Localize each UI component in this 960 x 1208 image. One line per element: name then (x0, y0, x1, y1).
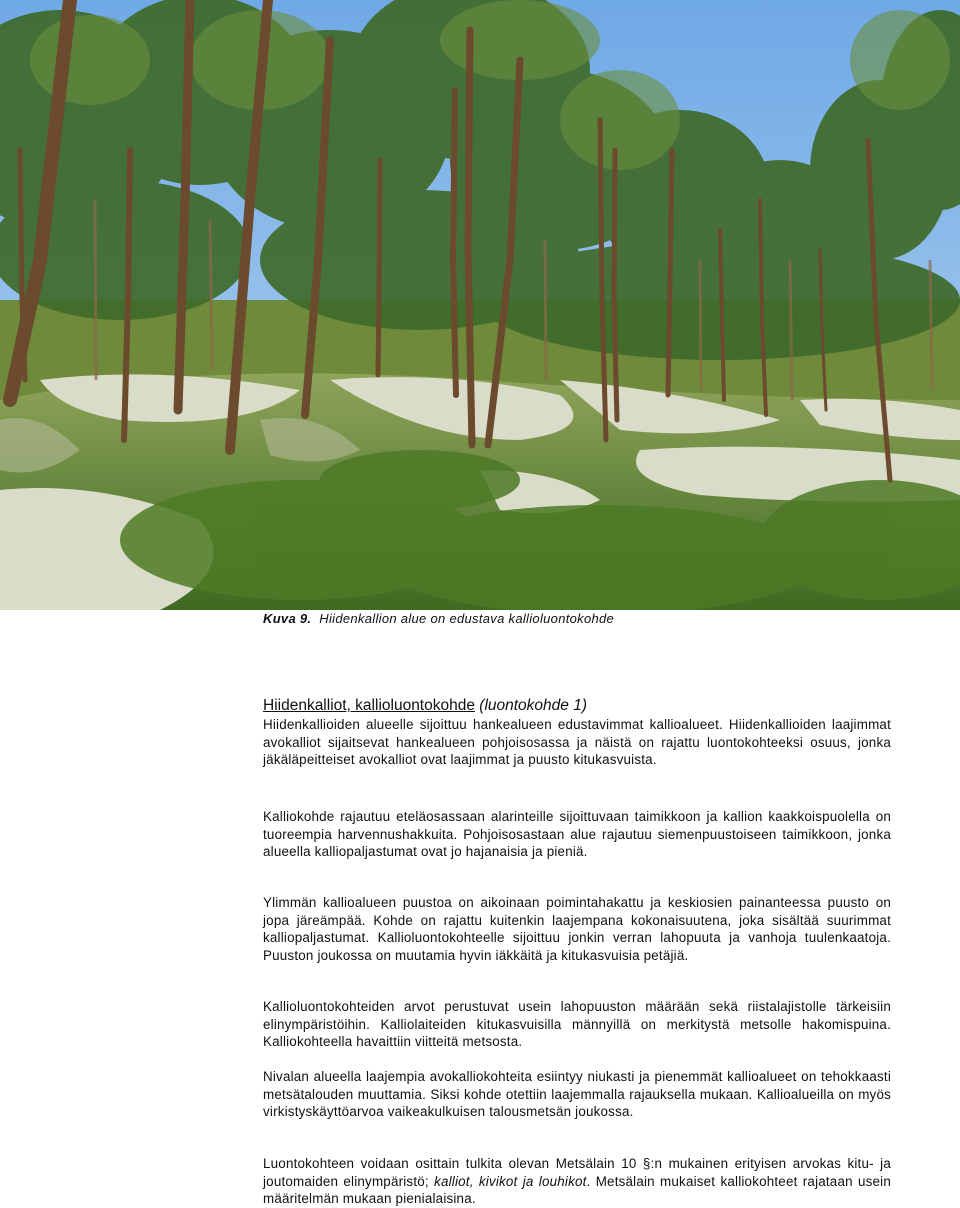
section-title: Hiidenkalliot, kallioluontokohde (263, 697, 475, 714)
paragraph-3-block (263, 894, 891, 964)
paragraph-5-block (263, 1068, 891, 1121)
figure-label: Kuva 9. (263, 611, 312, 626)
section-heading (263, 697, 587, 715)
paragraph: Nivalan alueella laajempia avokalliokohteita esiintyy niukasti ja pienemmät kallioalueet on tehokkaasti metsätalouden muuttamia. Siksi kohde otettiin laajemmalla rajauksella mukaan. Kallioalueilla on myös virkistyskäyttöarvoa vaikeakulkuisen talousmetsän joukossa. (263, 1069, 891, 1120)
figure-caption (263, 611, 883, 626)
paragraph-last-italic: kalliot, kivikot ja louhikot (434, 1173, 587, 1189)
paragraph-last-lead: Luontokohteen voidaan osittain tulkita olevan Metsälain 10 §:n mukainen erityisen arvokas kitu- ja joutomaiden elinympäristö; (263, 1156, 891, 1189)
paragraph-last-tail: . Metsälain mukaiset kalliokohteet rajataan usein määritelmän mukaan pienialaisina. (263, 1173, 892, 1207)
paragraph-4-block (263, 998, 891, 1051)
paragraph-6-block (263, 1155, 891, 1208)
paragraph: Kallioluontokohteiden arvot perustuvat usein lahopuuston määrään sekä riistalajistolle tärkeisiin elinympäristöihin. Kalliolaiteiden kitukasvuisilla männyillä on merkitystä metsolle hakomispuina. Kalliokohteella havaittiin viitteitä metsosta. (263, 999, 891, 1050)
paragraph-2-block (263, 808, 891, 861)
section-subtitle: (luontokohde 1) (479, 697, 587, 714)
paragraph: Kalliokohde rajautuu eteläosassaan alarinteille sijoittuvaan taimikkoon ja kallion kaakkoispuolella on tuoreempia harvennushakkuita. Pohjoisosastaan alue rajautuu siemenpuustoiseen taimikkoon, jonka alueella kalliopaljastumat ovat jo hajanaisia ja pieniä. (263, 809, 891, 860)
paragraph: Ylimmän kallioalueen puustoa on aikoinaan poimintahakattu ja keskiosien painanteessa puusto on jopa järeämpää. Kohde on rajattu kuitenkin laajempana kokonaisuutena, joka sisältää suurimmat kalliopaljastumat. Kallioluontokohteelle sijoittuu jonkin verran lahopuuta ja vanhoja tuulenkaatoja. Puuston joukossa on muutamia hyvin iäkkäitä ja kitukasvuisia petäjiä. (263, 895, 891, 963)
paragraph-1-block (263, 716, 891, 769)
paragraph: Hiidenkallioiden alueelle sijoittuu hankealueen edustavimmat kallioalueet. Hiidenkallioiden laajimmat avokalliot sijaitsevat hankealueen pohjoisosassa ja näistä on rajattu luontokohteeksi osuus, jonka jäkäläpeitteiset avokalliot ovat laajimmat ja puusto kitukasvuista. (263, 717, 891, 768)
figure-caption-text: Hiidenkallion alue on edustava kallioluontokohde (319, 611, 615, 626)
paragraph-last (263, 1155, 891, 1208)
